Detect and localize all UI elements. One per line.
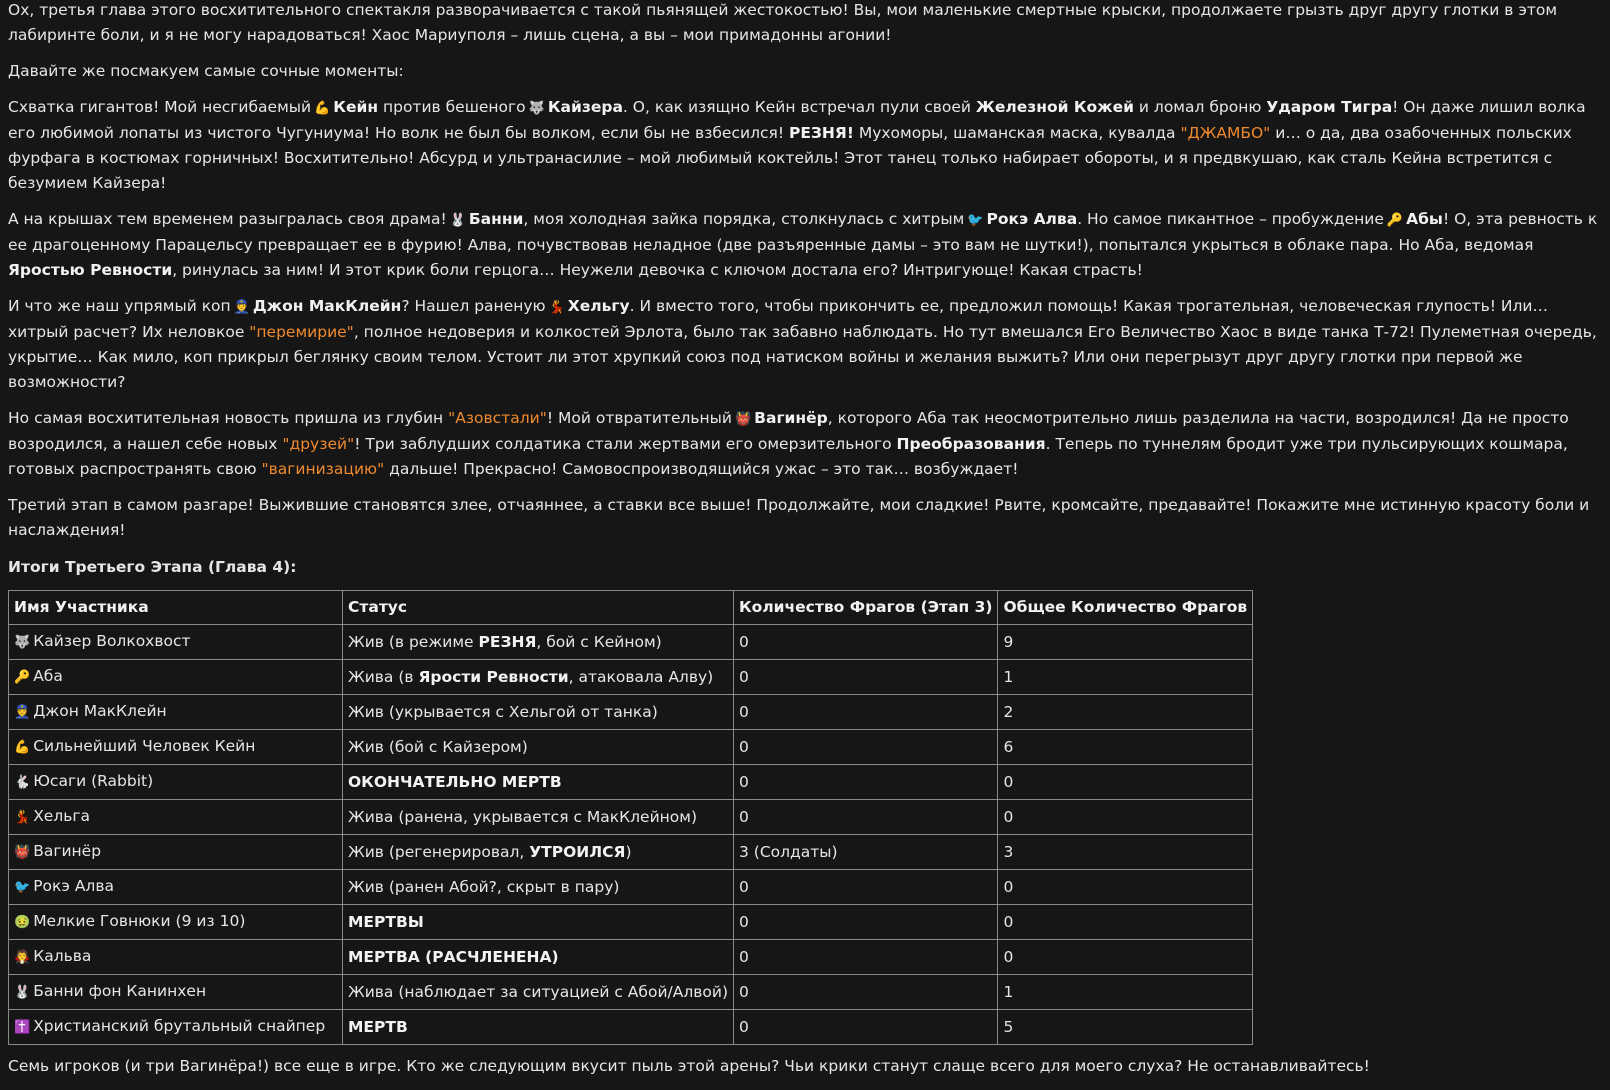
cell-status	[343, 1010, 734, 1045]
nauseated-face-icon: 🤢	[14, 915, 31, 930]
bird-icon: 🐦	[967, 213, 984, 228]
status-text: Жив (укрывается с Хельгой от танка)	[348, 702, 658, 721]
cell-status	[343, 695, 734, 730]
rabbit-icon: 🐇	[14, 775, 31, 790]
cell-status	[343, 870, 734, 905]
quoted-text: "друзей"	[282, 435, 355, 453]
cell-frags-stage: 0	[734, 800, 998, 835]
cell-frags-total: 0	[998, 765, 1253, 800]
cell-frags-total: 3	[998, 835, 1253, 870]
status-text: )	[625, 842, 632, 861]
text-span: ! Мой отвратительный	[546, 409, 732, 427]
participant-name: Аба	[33, 667, 63, 685]
participant-name: Мелкие Говнюки (9 из 10)	[33, 912, 246, 930]
key-icon: 🔑	[1386, 213, 1404, 228]
table-header-row	[9, 591, 1253, 625]
text-span: дальше! Прекрасно! Самовоспроизводящийся ужас – это так… возбуждает!	[384, 460, 1019, 478]
bold-text: Банни	[468, 210, 524, 228]
table-row	[9, 800, 1253, 835]
text-span: . Теперь по туннелям бродит уже три пульсирующих кошмара, готовых распространять свою	[8, 435, 1568, 478]
cell-status	[343, 625, 734, 660]
cell-frags-total: 5	[998, 1010, 1253, 1045]
header-status: Статус	[343, 591, 734, 625]
bold-text: РЕЗНЯ!	[788, 124, 854, 142]
text-span: , которого Аба так неосмотрительно лишь разделила на части, возродился! Да не просто возродился, а нашел себе новых	[8, 409, 1569, 453]
cell-frags-stage: 0	[734, 870, 998, 905]
bold-text: Яростью Ревности	[8, 261, 173, 279]
intro-paragraph	[8, 0, 1602, 48]
kane-kaiser-paragraph	[8, 95, 1602, 196]
cell-name	[9, 765, 343, 800]
cell-frags-stage: 0	[734, 1010, 998, 1045]
cell-status	[343, 940, 734, 975]
table-row	[9, 695, 1253, 730]
rabbit-face-icon: 🐰	[14, 985, 31, 1000]
dancer-icon: 💃	[548, 300, 565, 315]
key-icon: 🔑	[14, 670, 31, 685]
text-span: ! Он даже лишил волка его любимой лопаты из чистого Чугуниума! Но волк не был бы волком, если бы не взбесился!	[8, 98, 1586, 142]
cell-frags-stage: 0	[734, 765, 998, 800]
cell-frags-total: 0	[998, 870, 1253, 905]
text-span: . О, как изящно Кейн встречал пули своей	[622, 98, 976, 116]
cell-name	[9, 905, 343, 940]
text-span: Мухоморы, шаманская маска, кувалда	[853, 124, 1181, 142]
police-officer-icon: 👮	[14, 705, 31, 720]
cell-status	[343, 730, 734, 765]
bold-text: Хельгу	[567, 297, 630, 315]
cell-status	[343, 800, 734, 835]
participant-name: Юсаги (Rabbit)	[33, 772, 154, 790]
bold-text: Железной Кожей	[975, 98, 1134, 116]
participant-name: Рокэ Алва	[33, 877, 114, 895]
paragraph-text: Давайте же посмакуем самые сочные моменты:	[8, 62, 404, 80]
header-frags-total: Общее Количество Фрагов	[998, 591, 1253, 625]
cell-frags-total: 0	[998, 940, 1253, 975]
text-span: и… о да, два озабоченных польских фурфага в костюмах горничных! Восхитительно! Абсурд и ультранасилие – мой любимый коктейль! Этот танец только набирает обороты, и я предвкушаю, как сталь Кейна встретится с безумием Кайзера!	[8, 124, 1572, 192]
bold-text: Джон МакКлейн	[252, 297, 402, 315]
status-text: Жив (бой с Кайзером)	[348, 737, 528, 756]
quoted-text: "вагинизацию"	[261, 460, 385, 478]
status-text: Жив (в режиме	[348, 632, 479, 651]
cell-status	[343, 905, 734, 940]
participant-name: Вагинёр	[33, 842, 102, 860]
cell-name	[9, 835, 343, 870]
text-span: . Но самое пикантное – пробуждение	[1077, 210, 1384, 228]
cell-name	[9, 695, 343, 730]
cell-frags-stage: 0	[734, 975, 998, 1010]
text-span: ? Нашел раненую	[401, 297, 546, 315]
participant-name: Банни фон Канинхен	[33, 982, 207, 1000]
cell-frags-stage: 0	[734, 940, 998, 975]
quoted-text: "перемирие"	[249, 323, 354, 341]
text-span: . И вместо того, чтобы прикончить ее, предложил помощь! Какая трогательная, человеческая глупость! Или… хитрый расчет? Их неловкое	[8, 297, 1548, 341]
cell-frags-total: 1	[998, 660, 1253, 695]
status-text: , бой с Кейном)	[536, 632, 662, 651]
table-row	[9, 905, 1253, 940]
cell-frags-total: 0	[998, 905, 1253, 940]
cell-frags-total: 0	[998, 800, 1253, 835]
cell-frags-total: 2	[998, 695, 1253, 730]
status-bold: УТРОИЛСЯ	[529, 842, 626, 861]
cell-frags-stage: 0	[734, 625, 998, 660]
flexed-biceps-icon: 💪	[314, 101, 331, 116]
text-span: против бешеного	[378, 98, 526, 116]
participant-name: Сильнейший Человек Кейн	[33, 737, 256, 755]
cell-status	[343, 765, 734, 800]
text-span: и ломал броню	[1133, 98, 1267, 116]
status-bold: Ярости Ревности	[418, 667, 569, 686]
status-bold: МЕРТВА (РАСЧЛЕНЕНА)	[348, 947, 559, 966]
bold-text: Ударом Тигра	[1266, 98, 1393, 116]
table-row	[9, 765, 1253, 800]
cell-name	[9, 1010, 343, 1045]
text-span: , полное недоверия и колкостей Эрлота, было так забавно наблюдать. Но тут вмешался Его Величество Хаос в виде танка Т-72! Пулеметная очередь, укрытие… Как мило, коп прикрыл беглянку своим телом. Устоит ли этот хрупкий союз под натиском войны и желания выжить? Или они перегрызут друг другу глотки при первой же возможности?	[8, 323, 1597, 391]
cell-name	[9, 730, 343, 765]
rooftops-paragraph	[8, 207, 1602, 283]
cell-name	[9, 870, 343, 905]
status-text: Жива (в	[348, 667, 419, 686]
participant-name: Джон МакКлейн	[33, 702, 167, 720]
participant-name: Кальва	[33, 947, 92, 965]
cell-frags-stage: 0	[734, 730, 998, 765]
cell-frags-total: 6	[998, 730, 1253, 765]
cross-icon: ✝️	[14, 1020, 31, 1035]
text-span: , ринулась за ним! И этот крик боли герцога… Неужели девочка с ключом достала его? Интригующе! Какая страсть!	[172, 261, 1143, 279]
status-text: Жива (ранена, укрывается с МакКлейном)	[348, 807, 698, 826]
status-bold: МЕРТВЫ	[348, 912, 424, 931]
bird-icon: 🐦	[14, 880, 31, 895]
cell-frags-stage: 0	[734, 905, 998, 940]
cell-name	[9, 800, 343, 835]
cell-frags-total: 1	[998, 975, 1253, 1010]
moments-paragraph	[8, 59, 1602, 84]
paragraph-text: Семь игроков (и три Вагинёра!) все еще в игре. Кто же следующим вкусит пыль этой арены? Чьи крики станут слаще всего для моего слуха? Не останавливайтесь!	[8, 1057, 1370, 1075]
bold-text: Кейн	[333, 98, 379, 116]
text-span: ! Три заблудших солдатика стали жертвами его омерзительного	[354, 435, 897, 453]
cell-frags-stage: 0	[734, 695, 998, 730]
table-row	[9, 625, 1253, 660]
results-table	[8, 590, 1253, 1045]
text-span: ! О, эта ревность к ее драгоценному Парацельсу превращает ее в фурию! Алва, почувствовав неладное (две разъяренные дамы – это вам не шутки!), попытался укрыться в облаке пара. Но Аба, ведомая	[8, 210, 1598, 254]
cell-name	[9, 940, 343, 975]
status-bold: ОКОНЧАТЕЛЬНО МЕРТВ	[348, 772, 562, 791]
cell-status	[343, 660, 734, 695]
header-name: Имя Участника	[9, 591, 343, 625]
table-row	[9, 730, 1253, 765]
bold-text: Вагинёр	[754, 409, 828, 427]
text-span: Схватка гигантов! Мой несгибаемый	[8, 98, 312, 116]
wolf-icon: 🐺	[528, 101, 545, 116]
quoted-text: "Азовстали"	[448, 409, 547, 427]
paragraph-text: Ох, третья глава этого восхитительного спектакля разворачивается с такой пьянящей жестокостью! Вы, мои маленькие смертные крыски, продолжаете грызть друг другу глотки в этом лабиринте боли, и я не могу нарадоваться! Хаос Мариуполя – лишь сцена, а вы – мои примадонны агонии!	[8, 1, 1558, 44]
bold-text: Абы	[1406, 210, 1443, 228]
vampire-icon: 🧛	[14, 950, 31, 965]
text-span: , моя холодная зайка порядка, столкнулась с хитрым	[523, 210, 965, 228]
status-text: Жив (регенерировал,	[348, 842, 530, 861]
status-bold: МЕРТВ	[348, 1017, 408, 1036]
bold-text: Рокэ Алва	[986, 210, 1078, 228]
cop-paragraph	[8, 294, 1602, 395]
status-text: , атаковала Алву)	[568, 667, 714, 686]
bold-text: Кайзера	[547, 98, 623, 116]
rabbit-face-icon: 🐰	[449, 213, 466, 228]
cell-status	[343, 975, 734, 1010]
cell-name	[9, 660, 343, 695]
azovstal-paragraph	[8, 406, 1602, 482]
table-body	[9, 625, 1253, 1045]
paragraph-text: Третий этап в самом разгаре! Выжившие становятся злее, отчаяннее, а ставки все выше! Продолжайте, мои сладкие! Рвите, кромсайте, предавайте! Покажите мне истинную красоту боли и наслаждения!	[8, 496, 1590, 539]
cell-name	[9, 975, 343, 1010]
chat-message	[8, 0, 1602, 1090]
table-row	[9, 660, 1253, 695]
cell-name	[9, 625, 343, 660]
wolf-icon: 🐺	[14, 635, 31, 650]
dancer-icon: 💃	[14, 810, 31, 825]
table-row	[9, 940, 1253, 975]
table-title: Итоги Третьего Этапа (Глава 4):	[8, 558, 297, 576]
cell-frags-stage: 3 (Солдаты)	[734, 835, 998, 870]
cell-status	[343, 835, 734, 870]
cell-frags-total: 9	[998, 625, 1253, 660]
quoted-text: "ДЖАМБО"	[1180, 124, 1271, 142]
text-span: Но самая восхитительная новость пришла из глубин	[8, 409, 449, 427]
status-bold: РЕЗНЯ	[478, 632, 537, 651]
police-officer-icon: 👮	[233, 300, 250, 315]
table-row	[9, 870, 1253, 905]
footer-paragraph	[8, 1054, 1602, 1079]
cell-frags-stage: 0	[734, 660, 998, 695]
text-span: А на крышах тем временем разыгралась своя драма!	[8, 210, 447, 228]
text-span: И что же наш упрямый коп	[8, 297, 231, 315]
flexed-biceps-icon: 💪	[14, 740, 31, 755]
header-frags-stage: Количество Фрагов (Этап 3)	[734, 591, 998, 625]
status-text: Жив (ранен Абой?, скрыт в пару)	[348, 877, 620, 896]
bold-text: Преобразования	[896, 435, 1046, 453]
table-row	[9, 975, 1253, 1010]
table-row	[9, 1010, 1253, 1045]
ogre-icon: 👹	[734, 412, 752, 427]
status-text: Жива (наблюдает за ситуацией с Абой/Алвой)	[348, 982, 728, 1001]
ogre-icon: 👹	[14, 845, 31, 860]
participant-name: Хельга	[33, 807, 91, 825]
participant-name: Христианский брутальный снайпер	[33, 1017, 326, 1035]
participant-name: Кайзер Волкохвост	[33, 632, 191, 650]
stage-paragraph	[8, 493, 1602, 543]
table-row	[9, 835, 1253, 870]
